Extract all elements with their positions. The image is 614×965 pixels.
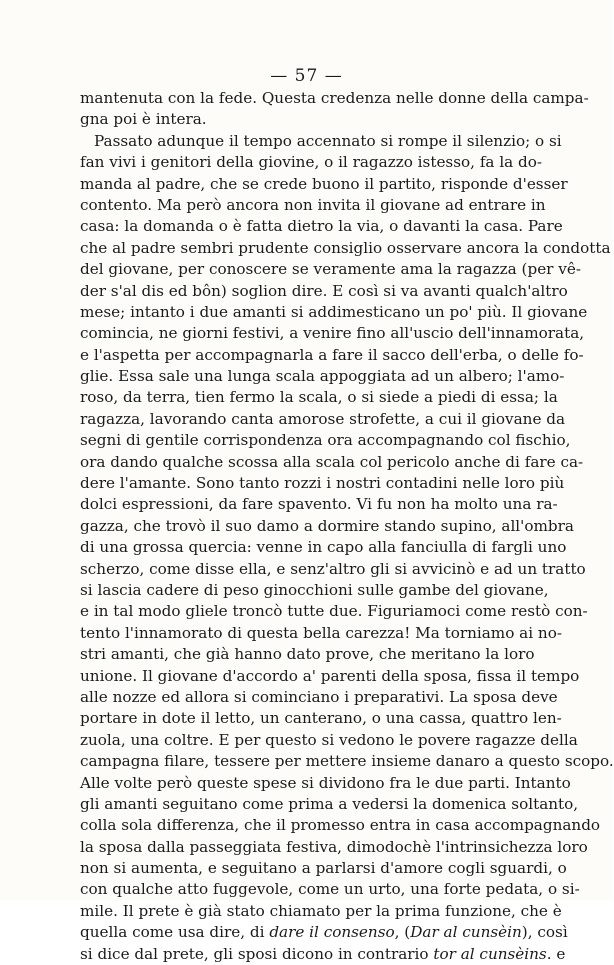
text-line: contento. Ma però ancora non invita il giovane ad entrare in	[80, 195, 546, 214]
text-line: gna poi è intera.	[80, 110, 207, 129]
text-line: segni di gentile corrispondenza ora accompagnando col fischio,	[80, 431, 571, 450]
text-line: dolci espressioni, da fare spavento. Vi fu non ha molto una ra-	[80, 495, 558, 514]
text-line-with-italics	[80, 944, 566, 965]
text-line: tento l'innamorato di questa bella carezza! Ma torniamo ai no-	[80, 623, 562, 642]
text-line: stri amanti, che già hanno dato prove, che meritano la loro	[80, 645, 535, 664]
text-run: quella come usa dire, di	[80, 923, 270, 942]
text-line: gli amanti seguitano come prima a vedersi la domenica soltanto,	[80, 794, 579, 813]
text-line: ora dando qualche scossa alla scala col pericolo anche di fare ca-	[80, 452, 584, 471]
text-line: che al padre sembri prudente consiglio osservare ancora la condotta	[80, 238, 611, 257]
text-line: con qualche atto fuggevole, come un urto, una forte pedata, o si-	[80, 880, 580, 899]
text-line: si lascia cadere di peso ginocchioni sulle gambe del giovane,	[80, 580, 549, 599]
text-run: . e	[546, 944, 566, 963]
text-line: dere l'amante. Sono tanto rozzi i nostri contadini nelle loro più	[80, 474, 565, 493]
page-number: — 57 —	[270, 66, 343, 86]
text-line: Alle volte però queste spese si dividono fra le due parti. Intanto	[80, 773, 571, 792]
text-line: mantenuta con la fede. Questa credenza nelle donne della campa-	[80, 89, 589, 107]
text-line: del giovane, per conoscere se veramente ama la ragazza (per vê-	[80, 260, 581, 279]
dialect-phrase: tor al cunsèins	[433, 944, 547, 963]
text-line: mile. Il prete è già stato chiamato per la prima funzione, che è	[80, 901, 562, 920]
text-run: si dice dal prete, gli sposi dicono in contrario	[80, 944, 434, 963]
text-line: e in tal modo gliele troncò tutte due. Figuriamoci come restò con-	[80, 602, 588, 621]
text-line: fan vivi i genitori della giovine, o il ragazzo istesso, fa la do-	[80, 153, 543, 172]
italic-phrase: dare il consenso	[269, 923, 395, 942]
text-line-with-italics	[80, 922, 568, 943]
text-line: di una grossa quercia: venne in capo alla fanciulla di fargli uno	[80, 538, 567, 557]
text-line: colla sola differenza, che il promesso entra in casa accompagnando	[80, 816, 601, 835]
text-line: gazza, che trovò il suo damo a dormire stando supino, all'ombra	[80, 516, 574, 535]
text-line: scherzo, come disse ella, e senz'altro gli si avvicinò e ad un tratto	[80, 559, 586, 578]
text-line: portare in dote il letto, un canterano, o una cassa, quattro len-	[80, 709, 562, 728]
text-line: alle nozze ed allora si cominciano i preparativi. La sposa deve	[80, 687, 558, 706]
body-text	[80, 88, 614, 965]
text-line: glie. Essa sale una lunga scala appoggiata ad un albero; l'amo-	[80, 367, 565, 386]
text-line: zuola, una coltre. E per questo si vedono le povere ragazze della	[80, 730, 578, 749]
text-line: manda al padre, che se crede buono il partito, risponde d'esser	[80, 174, 568, 193]
text-line: non si aumenta, e seguitano a parlarsi d'amore cogli sguardi, o	[80, 859, 567, 878]
text-run: , (	[394, 923, 411, 942]
text-line: der s'al dis ed bôn) soglion dire. E così si va avanti qualch'altro	[80, 281, 568, 300]
text-line: ragazza, lavorando canta amorose strofette, a cui il giovane da	[80, 409, 566, 428]
text-line: campagna filare, tessere per mettere insieme danaro a questo scopo.	[80, 752, 614, 771]
text-line: la sposa dalla passeggiata festiva, dimodochè l'intrinsichezza loro	[80, 837, 588, 856]
text-run: ), così	[521, 923, 568, 942]
text-line: roso, da terra, tien fermo la scala, o si siede a piedi di essa; la	[80, 388, 558, 407]
text-line: comincia, ne giorni festivi, a venire fino all'uscio dell'innamorata,	[80, 324, 585, 343]
text-line: casa: la domanda o è fatta dietro la via, o davanti la casa. Pare	[80, 217, 563, 236]
text-line: unione. Il giovane d'accordo a' parenti della sposa, fissa il tempo	[80, 666, 580, 685]
text-line: e l'aspetta per accompagnarla a fare il sacco dell'erba, o delle fo-	[80, 345, 584, 364]
text-line: Passato adunque il tempo accennato si rompe il silenzio; o si	[94, 131, 562, 150]
dialect-phrase: Dar al cunsèin	[410, 923, 522, 942]
text-line: mese; intanto i due amanti si addimesticano un po' più. Il giovane	[80, 302, 588, 321]
